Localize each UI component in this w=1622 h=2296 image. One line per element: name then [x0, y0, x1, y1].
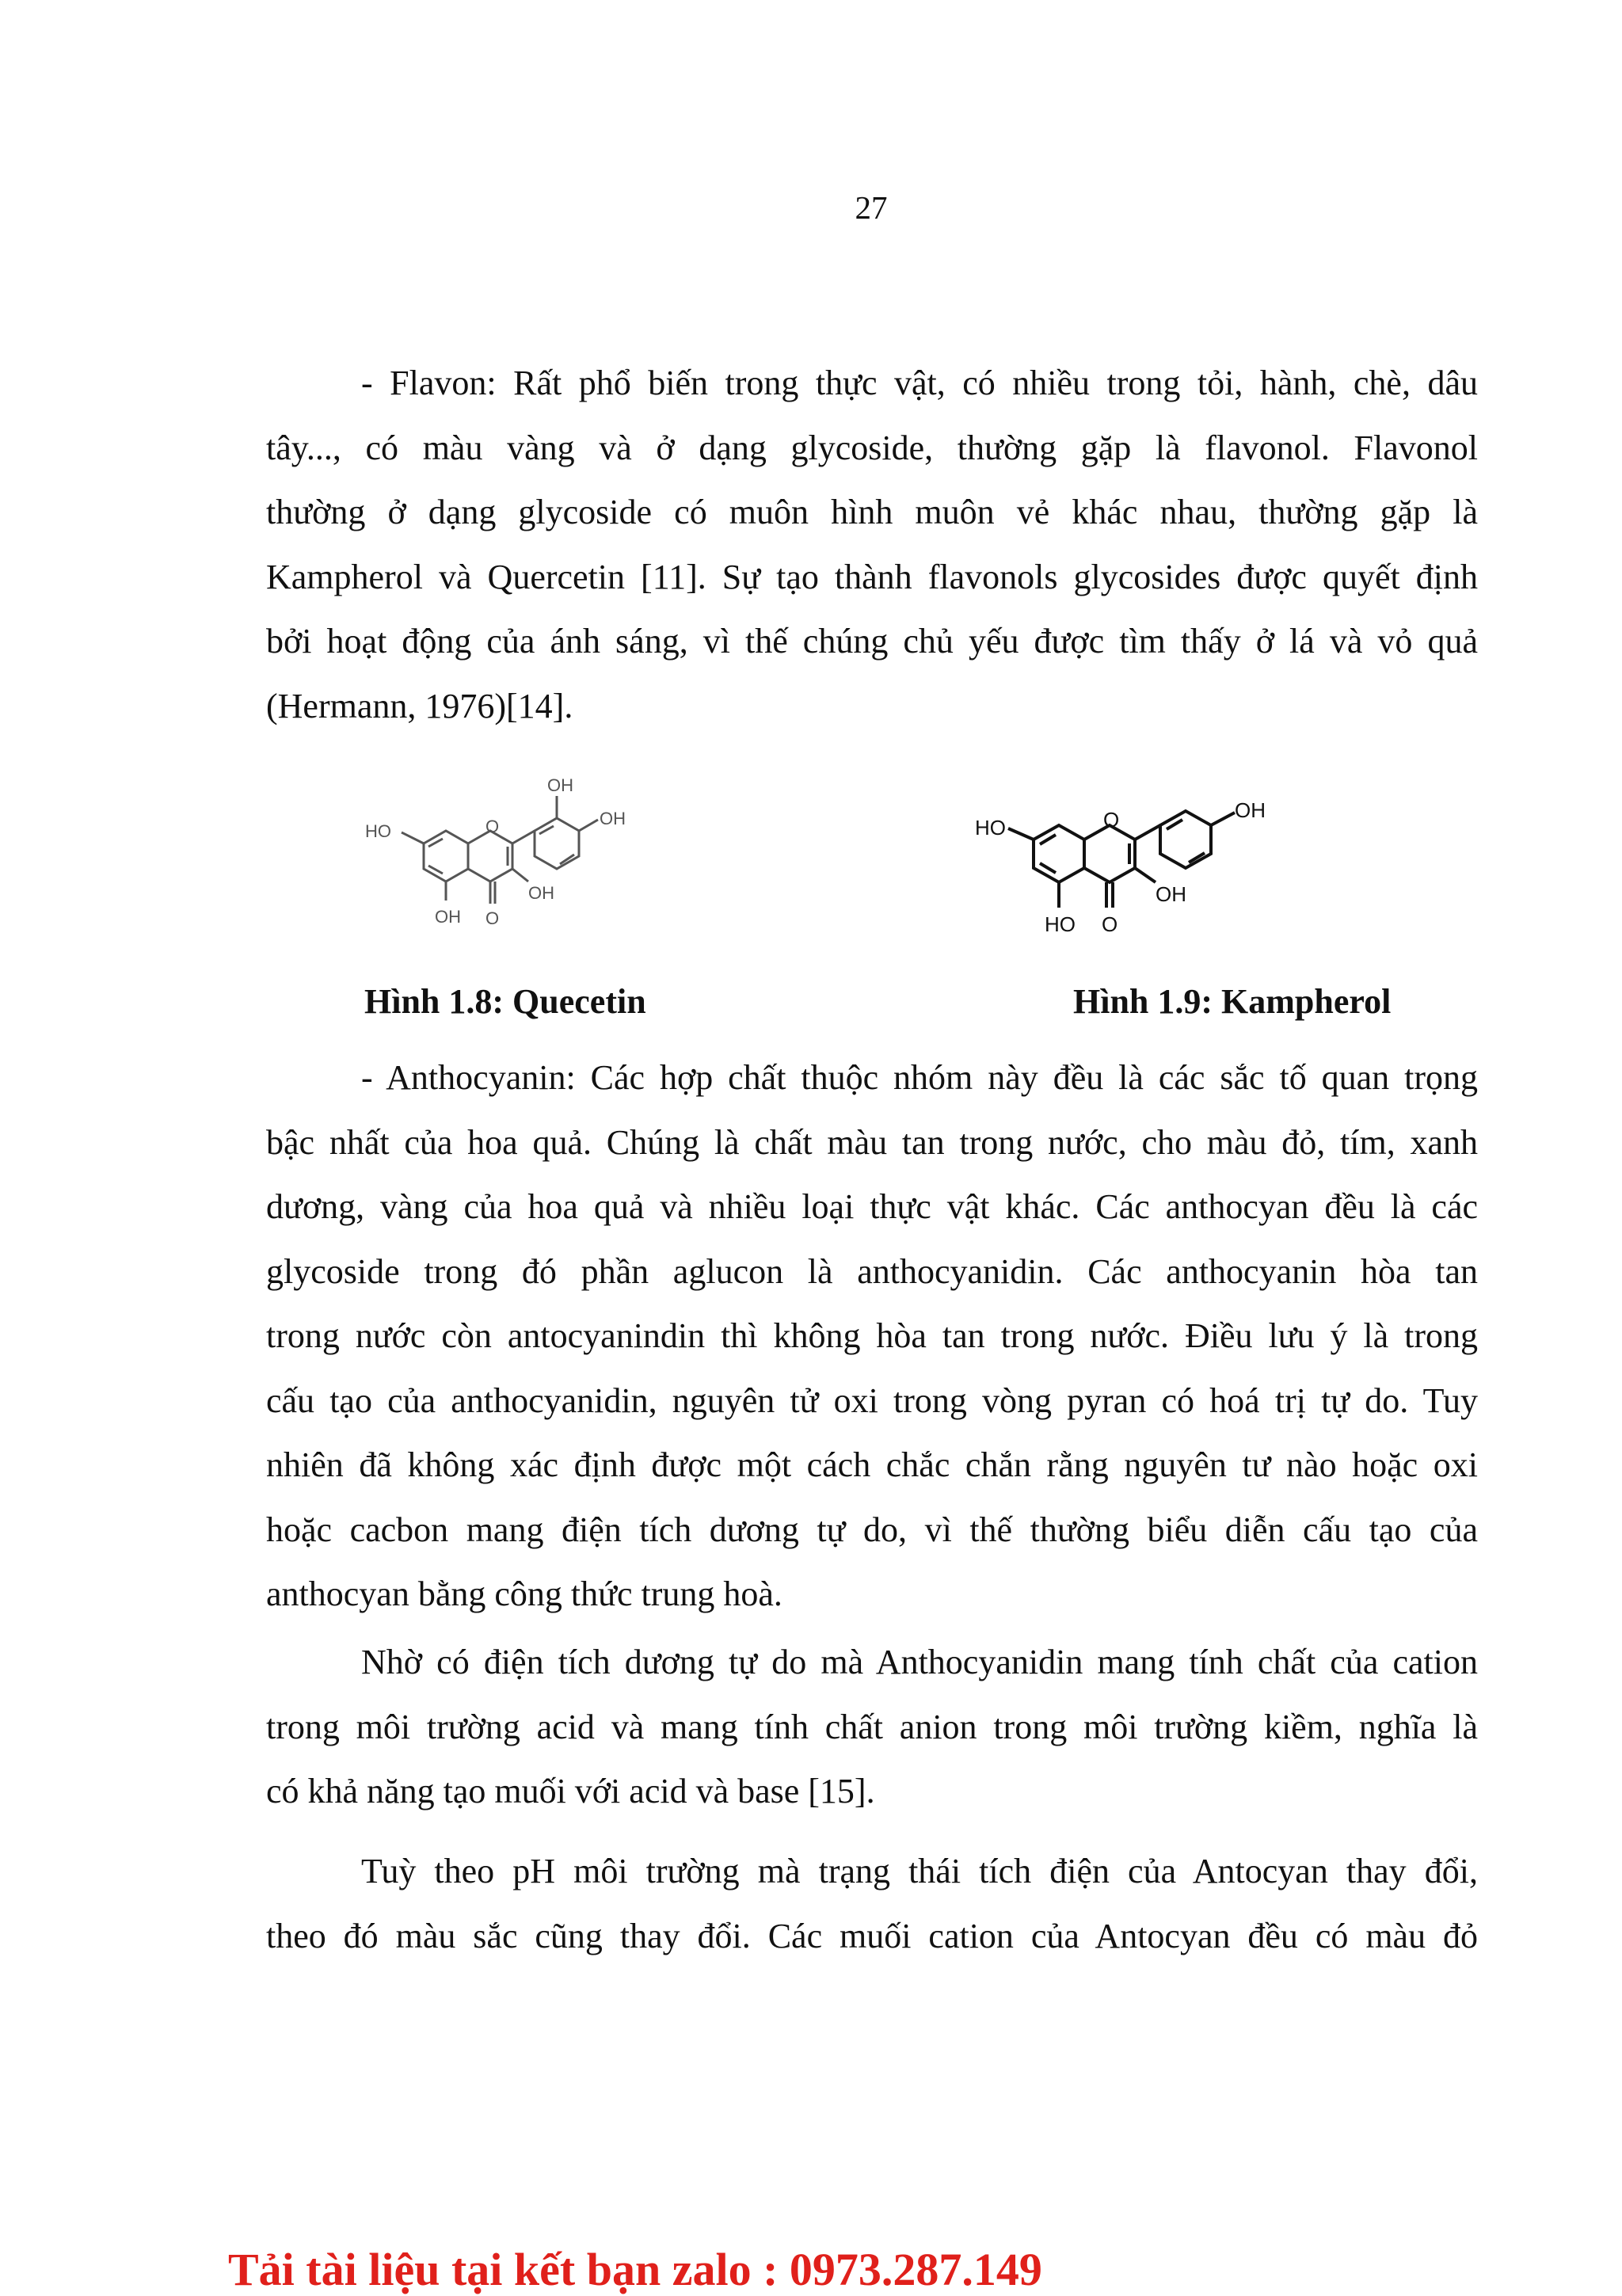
paragraph-cation: [266, 1630, 1478, 1824]
text-line: dương, vàng của hoa quả và nhiều loại thực vật khác. Các anthocyan đều là các: [266, 1187, 1478, 1226]
text-line: hoặc cacbon mang điện tích dương tự do, vì thế thường biểu diễn cấu tạo của: [266, 1510, 1478, 1549]
paragraph-ph: [266, 1839, 1478, 1968]
quercetin-structure: [360, 764, 693, 954]
ring-oxygen-label: O: [1103, 808, 1120, 832]
text-line: cấu tạo của anthocyanidin, nguyên tử oxi trong vòng pyran có hoá trị tự do. Tuy: [266, 1380, 1478, 1420]
text-line: trong môi trường acid và mang tính chất anion trong môi trường kiềm, nghĩa là: [266, 1707, 1478, 1746]
text-line: thường ở dạng glycoside có muôn hình muôn vẻ khác nhau, thường gặp là: [266, 493, 1478, 531]
text-line: theo đó màu sắc cũng thay đổi. Các muối cation của Antocyan đều có màu đỏ: [266, 1916, 1478, 1955]
caption-figure-1-9: Hình 1.9: Kampherol: [1073, 982, 1392, 1021]
text-line: - Flavon: Rất phổ biến trong thực vật, có nhiều trong tỏi, hành, chè, dâu: [361, 364, 1478, 402]
paragraph-flavon: [266, 351, 1478, 738]
oh-label: OH: [1156, 882, 1186, 906]
text-line: Nhờ có điện tích dương tự do mà Anthocyanidin mang tính chất của cation: [361, 1643, 1478, 1681]
text-line: Tuỳ theo pH môi trường mà trạng thái tích điện của Antocyan thay đổi,: [361, 1852, 1478, 1890]
text-line: trong nước còn antocyanindin thì không hòa tan trong nước. Điều lưu ý là trong: [266, 1316, 1478, 1355]
text-line: (Hermann, 1976)[14].: [266, 686, 573, 725]
text-line: Kampherol và Quercetin [11]. Sự tạo thành flavonols glycosides được quyết định: [266, 557, 1478, 596]
text-line: có khả năng tạo muối với acid và base [15].: [266, 1772, 875, 1811]
carbonyl-oxygen-label: O: [1102, 912, 1118, 936]
figure-quercetin: [360, 764, 693, 958]
text-line: - Anthocyanin: Các hợp chất thuộc nhóm này đều là các sắc tố quan trọng: [361, 1058, 1478, 1097]
ho-label: HO: [1045, 912, 1076, 936]
oh-label: OH: [547, 775, 573, 795]
text-line: bậc nhất của hoa quả. Chúng là chất màu tan trong nước, cho màu đỏ, tím, xanh: [266, 1122, 1478, 1162]
kampherol-structure: [970, 752, 1335, 958]
ho-label: HO: [975, 816, 1006, 840]
page-number: 27: [855, 189, 888, 226]
ho-label: HO: [365, 821, 391, 841]
caption-figure-1-8: Hình 1.8: Quecetin: [364, 982, 646, 1021]
oh-label: OH: [600, 809, 626, 828]
text-line: tây..., có màu vàng và ở dạng glycoside, thường gặp là flavonol. Flavonol: [266, 428, 1478, 467]
ring-oxygen-label: O: [485, 817, 500, 836]
oh-label: OH: [1235, 798, 1266, 822]
oh-label: OH: [528, 883, 554, 903]
figure-kampherol: [970, 752, 1335, 962]
oh-label: OH: [435, 907, 461, 927]
text-line: nhiên đã không xác định được một cách chắc chắn rằng nguyên tư nào hoặc oxi: [266, 1445, 1478, 1484]
text-line: anthocyan bằng công thức trung hoà.: [266, 1574, 782, 1613]
text-line: bởi hoạt động của ánh sáng, vì thế chúng chủ yếu được tìm thấy ở lá và vỏ quả: [266, 622, 1478, 661]
carbonyl-oxygen-label: O: [485, 908, 500, 928]
text-line: glycoside trong đó phần aglucon là anthocyanidin. Các anthocyanin hòa tan: [266, 1251, 1478, 1291]
paragraph-anthocyanin: [266, 1045, 1478, 1627]
zalo-download-banner[interactable]: Tải tài liệu tại kết bạn zalo : 0973.287.149: [228, 2244, 1042, 2295]
